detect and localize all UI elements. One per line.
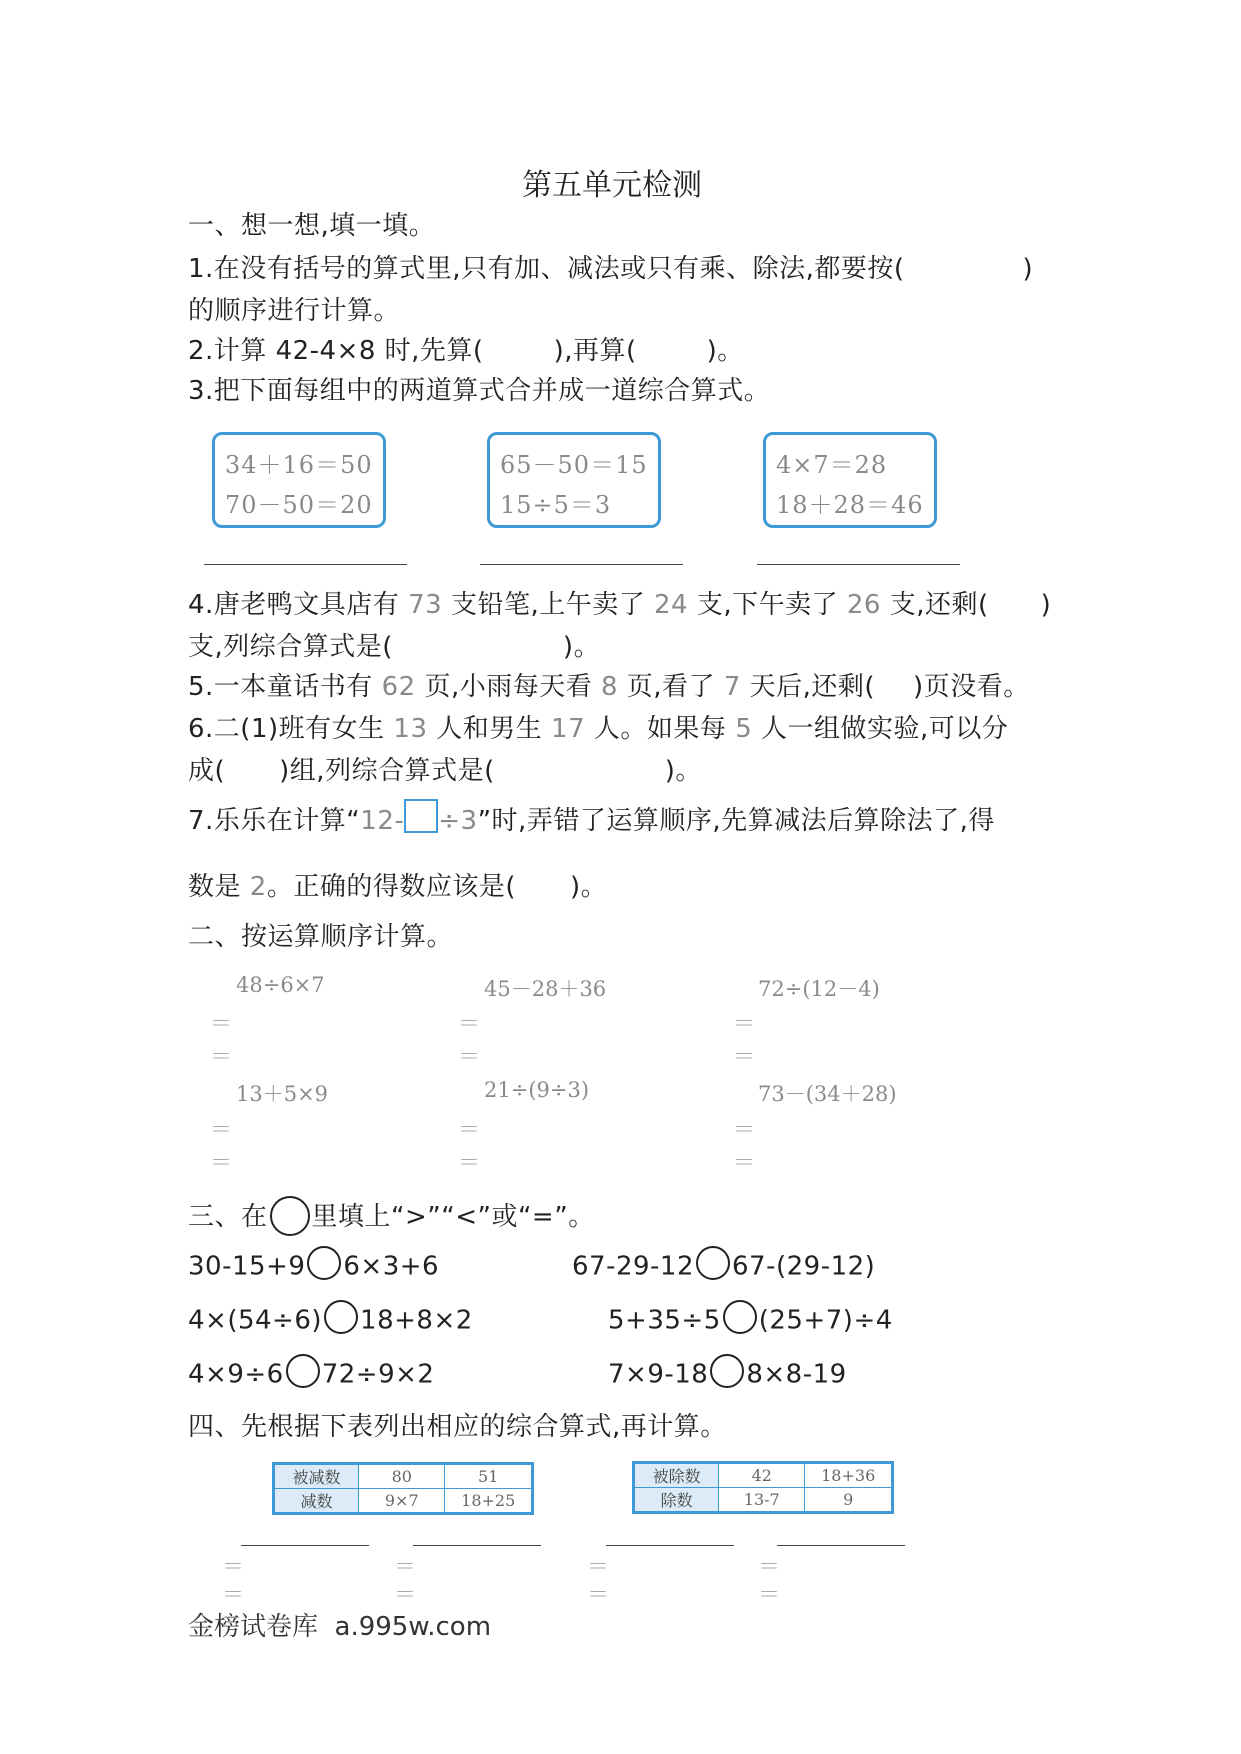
table-cell: 42 bbox=[719, 1463, 805, 1488]
table-cell: 9×7 bbox=[359, 1489, 445, 1514]
question-6-line2: 成( )组,列综合算式是( )。 bbox=[188, 756, 702, 786]
circle-icon bbox=[270, 1196, 310, 1236]
equal-sign: ＝ bbox=[210, 1151, 233, 1176]
question-7-line2: 数是 2。正确的得数应该是( )。 bbox=[188, 872, 608, 902]
compare-item: 67-29-12 67-(29-12) bbox=[572, 1250, 875, 1284]
compare-circle[interactable] bbox=[307, 1246, 341, 1280]
equal-sign: ＝ bbox=[733, 1151, 756, 1176]
equation-line: 15÷5＝3 bbox=[500, 491, 612, 519]
equal-sign: ＝ bbox=[394, 1583, 417, 1608]
question-7-line1: 7.乐乐在计算“12- ÷3”时,弄错了运算顺序,先算减法后算除法了,得 bbox=[188, 800, 995, 839]
equal-sign: ＝ bbox=[210, 1118, 233, 1143]
calc-expression: 73－(34＋28) bbox=[758, 1082, 897, 1106]
calc-expression: 13＋5×9 bbox=[236, 1082, 329, 1106]
question-5: 5.一本童话书有 62 页,小雨每天看 8 页,看了 7 天后,还剩( )页没看。 bbox=[188, 672, 1030, 702]
table-cell: 13-7 bbox=[719, 1488, 805, 1513]
equal-sign: ＝ bbox=[458, 1118, 481, 1143]
compare-circle[interactable] bbox=[286, 1354, 320, 1388]
compare-circle[interactable] bbox=[710, 1354, 744, 1388]
division-table bbox=[632, 1461, 894, 1514]
question-1-line1: 1.在没有括号的算式里,只有加、减法或只有乘、除法,都要按( ) bbox=[188, 254, 1034, 284]
table-cell: 9 bbox=[805, 1488, 893, 1513]
question-1-line2: 的顺序进行计算。 bbox=[188, 296, 401, 326]
calc-expression: 48÷6×7 bbox=[236, 973, 325, 997]
equal-sign: ＝ bbox=[394, 1555, 417, 1580]
compare-circle[interactable] bbox=[723, 1300, 757, 1334]
equation-line: 4×7＝28 bbox=[776, 451, 888, 479]
footer-watermark: 金榜试卷库 a.995w.com bbox=[188, 1612, 492, 1642]
question-2: 2.计算 42-4×8 时,先算( ),再算( )。 bbox=[188, 336, 744, 366]
equal-sign: ＝ bbox=[587, 1583, 610, 1608]
answer-line[interactable] bbox=[413, 1545, 541, 1546]
equation-line: 70－50＝20 bbox=[225, 491, 373, 519]
calc-expression: 72÷(12－4) bbox=[758, 977, 880, 1001]
equation-box-2 bbox=[487, 432, 661, 528]
table-cell: 除数 bbox=[634, 1488, 719, 1513]
section3-heading: 三、在 里填上“>”“<”或“=”。 bbox=[188, 1196, 595, 1238]
compare-item: 7×9-18 8×8-19 bbox=[608, 1358, 847, 1392]
equal-sign: ＝ bbox=[758, 1555, 781, 1580]
table-cell: 18+36 bbox=[805, 1463, 893, 1488]
answer-line[interactable] bbox=[777, 1545, 905, 1546]
compare-item: 4×9÷6 72÷9×2 bbox=[188, 1358, 434, 1392]
answer-line[interactable] bbox=[606, 1545, 734, 1546]
equal-sign: ＝ bbox=[210, 1012, 233, 1037]
equal-sign: ＝ bbox=[733, 1012, 756, 1037]
table-cell: 18+25 bbox=[445, 1489, 533, 1514]
equation-box-3 bbox=[763, 432, 937, 528]
equal-sign: ＝ bbox=[222, 1555, 245, 1580]
compare-item: 5+35÷5 (25+7)÷4 bbox=[608, 1304, 893, 1338]
compare-item: 30-15+9 6×3+6 bbox=[188, 1250, 439, 1284]
compare-circle[interactable] bbox=[696, 1246, 730, 1280]
section4-heading: 四、先根据下表列出相应的综合算式,再计算。 bbox=[188, 1412, 727, 1442]
section2-heading: 二、按运算顺序计算。 bbox=[188, 922, 454, 952]
calc-expression: 21÷(9÷3) bbox=[484, 1078, 590, 1102]
section1-heading: 一、想一想,填一填。 bbox=[188, 211, 436, 241]
calc-expression: 45－28＋36 bbox=[484, 977, 607, 1001]
equal-sign: ＝ bbox=[587, 1555, 610, 1580]
subtraction-table bbox=[272, 1462, 534, 1515]
answer-line[interactable] bbox=[241, 1545, 369, 1546]
table-cell: 80 bbox=[359, 1464, 445, 1489]
equal-sign: ＝ bbox=[733, 1045, 756, 1070]
table-cell: 减数 bbox=[274, 1489, 359, 1514]
answer-line[interactable] bbox=[204, 564, 407, 565]
page-title: 第五单元检测 bbox=[522, 168, 702, 203]
answer-line[interactable] bbox=[480, 564, 683, 565]
equal-sign: ＝ bbox=[458, 1045, 481, 1070]
equal-sign: ＝ bbox=[458, 1012, 481, 1037]
compare-circle[interactable] bbox=[324, 1300, 358, 1334]
question-4-line1: 4.唐老鸭文具店有 73 支铅笔,上午卖了 24 支,下午卖了 26 支,还剩( ) bbox=[188, 590, 1052, 620]
equal-sign: ＝ bbox=[222, 1583, 245, 1608]
question-6-line1: 6.二(1)班有女生 13 人和男生 17 人。如果每 5 人一组做实验,可以分 bbox=[188, 714, 1009, 744]
blank-square[interactable] bbox=[404, 799, 438, 833]
equal-sign: ＝ bbox=[210, 1045, 233, 1070]
table-cell: 被减数 bbox=[274, 1464, 359, 1489]
question-4-line2: 支,列综合算式是( )。 bbox=[188, 632, 601, 662]
equation-line: 65－50＝15 bbox=[500, 451, 648, 479]
equation-line: 18＋28＝46 bbox=[776, 491, 924, 519]
answer-line[interactable] bbox=[757, 564, 960, 565]
table-cell: 51 bbox=[445, 1464, 533, 1489]
equation-line: 34＋16＝50 bbox=[225, 451, 373, 479]
equation-box-1 bbox=[212, 432, 386, 528]
equal-sign: ＝ bbox=[733, 1118, 756, 1143]
question-3: 3.把下面每组中的两道算式合并成一道综合算式。 bbox=[188, 376, 771, 406]
table-cell: 被除数 bbox=[634, 1463, 719, 1488]
equal-sign: ＝ bbox=[758, 1583, 781, 1608]
compare-item: 4×(54÷6) 18+8×2 bbox=[188, 1304, 473, 1338]
equal-sign: ＝ bbox=[458, 1151, 481, 1176]
